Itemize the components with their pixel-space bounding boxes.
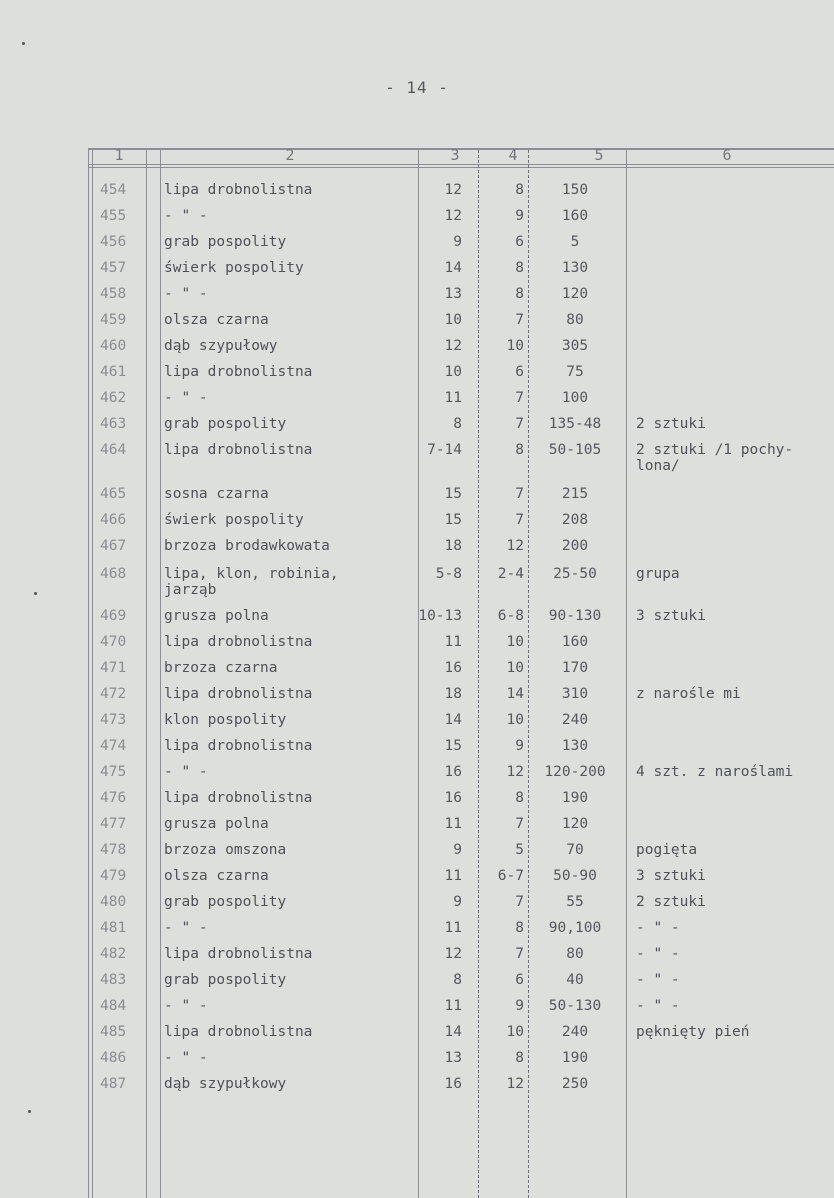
height-value: 12 — [444, 208, 462, 224]
height-value: 8 — [453, 972, 462, 988]
column-4-value: 6 — [515, 234, 524, 250]
remarks: - " - — [636, 998, 680, 1014]
column-4-value: 9 — [515, 998, 524, 1014]
header-col-5: 5 — [594, 146, 604, 164]
circumference-value: 120 — [561, 816, 589, 832]
row-number: 482 — [100, 946, 127, 962]
tree-species: - " - — [164, 1050, 208, 1066]
height-value: 7-14 — [427, 442, 462, 458]
circumference-value: 200 — [561, 538, 589, 554]
circumference-value: 50-105 — [548, 442, 602, 458]
remarks: 3 sztuki — [636, 868, 706, 884]
circumference-value: 215 — [561, 486, 589, 502]
tree-species: grusza polna — [164, 816, 269, 832]
height-value: 11 — [444, 634, 462, 650]
circumference-value: 55 — [566, 894, 584, 910]
left-margin-line-a — [88, 148, 89, 1198]
margin-dot — [22, 42, 25, 45]
column-4-value: 7 — [515, 512, 524, 528]
height-value: 16 — [444, 660, 462, 676]
circumference-value: 80 — [566, 312, 584, 328]
tree-species: - " - — [164, 764, 208, 780]
circumference-value: 70 — [566, 842, 584, 858]
height-value: 9 — [453, 234, 462, 250]
tree-species: świerk pospolity — [164, 512, 304, 528]
height-value: 11 — [444, 998, 462, 1014]
column-4-value: 7 — [515, 312, 524, 328]
tree-species: dąb szypułkowy — [164, 1076, 287, 1092]
tree-species: lipa drobnolistna — [164, 686, 313, 702]
tree-species: lipa drobnolistna — [164, 1024, 313, 1040]
row-number: 455 — [100, 208, 127, 224]
tree-species: lipa drobnolistna — [164, 442, 313, 458]
height-value: 16 — [444, 1076, 462, 1092]
height-value: 15 — [444, 486, 462, 502]
circumference-value: 50-90 — [553, 868, 597, 884]
height-value: 12 — [444, 338, 462, 354]
column-4-value: 7 — [515, 390, 524, 406]
column-4-value: 12 — [506, 764, 524, 780]
column-4-value: 6 — [515, 364, 524, 380]
height-value: 13 — [444, 1050, 462, 1066]
row-number: 470 — [100, 634, 127, 650]
height-value: 13 — [444, 286, 462, 302]
height-value: 11 — [444, 816, 462, 832]
row-number: 454 — [100, 182, 127, 198]
remarks: 2 sztuki /1 pochy- lona/ — [636, 442, 794, 474]
row-number: 478 — [100, 842, 127, 858]
column-4-value: 9 — [515, 738, 524, 754]
tree-species: - " - — [164, 390, 208, 406]
header-col-4: 4 — [508, 146, 518, 164]
height-value: 16 — [444, 790, 462, 806]
row-number: 479 — [100, 868, 127, 884]
col-sep-1 — [146, 148, 147, 1198]
column-4-value: 2-4 — [497, 566, 524, 582]
remarks: 2 sztuki — [636, 894, 706, 910]
tree-species: lipa drobnolistna — [164, 364, 313, 380]
remarks: - " - — [636, 920, 680, 936]
column-4-value: 10 — [506, 1024, 524, 1040]
remarks: - " - — [636, 946, 680, 962]
height-value: 16 — [444, 764, 462, 780]
column-4-value: 7 — [515, 416, 524, 432]
tree-species: klon pospolity — [164, 712, 287, 728]
remarks: 4 szt. z naroślami — [636, 764, 794, 780]
circumference-value: 208 — [561, 512, 589, 528]
tree-species: grusza polna — [164, 608, 269, 624]
column-4-value: 8 — [515, 1050, 524, 1066]
height-value: 14 — [444, 1024, 462, 1040]
tree-species: dąb szypułowy — [164, 338, 278, 354]
height-value: 15 — [444, 512, 462, 528]
row-number: 487 — [100, 1076, 127, 1092]
column-4-value: 8 — [515, 182, 524, 198]
row-number: 466 — [100, 512, 127, 528]
tree-species: olsza czarna — [164, 312, 269, 328]
circumference-value: 250 — [561, 1076, 589, 1092]
col-sep-5 — [626, 148, 627, 1198]
circumference-value: 50-130 — [548, 998, 602, 1014]
circumference-value: 170 — [561, 660, 589, 676]
height-value: 11 — [444, 920, 462, 936]
height-value: 10-13 — [418, 608, 462, 624]
height-value: 8 — [453, 416, 462, 432]
remarks: z narośle mi — [636, 686, 741, 702]
row-number: 462 — [100, 390, 127, 406]
row-number: 474 — [100, 738, 127, 754]
remarks: pęknięty pień — [636, 1024, 750, 1040]
row-number: 460 — [100, 338, 127, 354]
tree-species: lipa drobnolistna — [164, 946, 313, 962]
header-col-1: 1 — [114, 146, 124, 164]
circumference-value: 130 — [561, 738, 589, 754]
page-number: - 14 - — [385, 78, 449, 97]
height-value: 18 — [444, 538, 462, 554]
column-4-value: 10 — [506, 712, 524, 728]
circumference-value: 90,100 — [548, 920, 602, 936]
row-number: 461 — [100, 364, 127, 380]
row-number: 463 — [100, 416, 127, 432]
col-sep-1b — [160, 148, 161, 1198]
circumference-value: 190 — [561, 790, 589, 806]
circumference-value: 120 — [561, 286, 589, 302]
row-number: 485 — [100, 1024, 127, 1040]
height-value: 14 — [444, 260, 462, 276]
header-col-3: 3 — [450, 146, 460, 164]
row-number: 464 — [100, 442, 127, 458]
row-number: 469 — [100, 608, 127, 624]
row-number: 473 — [100, 712, 127, 728]
column-4-value: 10 — [506, 634, 524, 650]
header-col-6: 6 — [722, 146, 732, 164]
row-number: 468 — [100, 566, 127, 582]
circumference-value: 100 — [561, 390, 589, 406]
column-4-value: 8 — [515, 442, 524, 458]
column-4-value: 7 — [515, 894, 524, 910]
circumference-value: 190 — [561, 1050, 589, 1066]
row-number: 475 — [100, 764, 127, 780]
circumference-value: 90-130 — [548, 608, 602, 624]
tree-species: - " - — [164, 208, 208, 224]
row-number: 471 — [100, 660, 127, 676]
circumference-value: 135-48 — [548, 416, 602, 432]
tree-species: lipa drobnolistna — [164, 182, 313, 198]
tree-species: brzoza czarna — [164, 660, 278, 676]
row-number: 458 — [100, 286, 127, 302]
remarks: pogięta — [636, 842, 698, 858]
margin-dot — [28, 1110, 31, 1113]
column-4-value: 6-8 — [497, 608, 524, 624]
row-number: 480 — [100, 894, 127, 910]
remarks: - " - — [636, 972, 680, 988]
row-number: 477 — [100, 816, 127, 832]
column-4-value: 7 — [515, 486, 524, 502]
circumference-value: 80 — [566, 946, 584, 962]
remarks: 3 sztuki — [636, 608, 706, 624]
tree-species: - " - — [164, 998, 208, 1014]
height-value: 9 — [453, 842, 462, 858]
height-value: 14 — [444, 712, 462, 728]
row-number: 484 — [100, 998, 127, 1014]
remarks: 2 sztuki — [636, 416, 706, 432]
tree-species: grab pospolity — [164, 234, 287, 250]
height-value: 11 — [444, 868, 462, 884]
tree-species: lipa drobnolistna — [164, 634, 313, 650]
row-number: 476 — [100, 790, 127, 806]
header-bottom-border — [88, 164, 834, 165]
column-4-value: 12 — [506, 538, 524, 554]
tree-species: brzoza omszona — [164, 842, 287, 858]
height-value: 9 — [453, 894, 462, 910]
tree-species: brzoza brodawkowata — [164, 538, 330, 554]
height-value: 10 — [444, 364, 462, 380]
circumference-value: 160 — [561, 208, 589, 224]
column-4-value: 7 — [515, 816, 524, 832]
tree-species: - " - — [164, 286, 208, 302]
row-number: 465 — [100, 486, 127, 502]
column-4-value: 8 — [515, 286, 524, 302]
tree-species: grab pospolity — [164, 416, 287, 432]
circumference-value: 40 — [566, 972, 584, 988]
column-4-value: 6 — [515, 972, 524, 988]
column-4-value: 7 — [515, 946, 524, 962]
circumference-value: 130 — [561, 260, 589, 276]
column-4-value: 8 — [515, 790, 524, 806]
row-number: 459 — [100, 312, 127, 328]
tree-species: grab pospolity — [164, 972, 287, 988]
row-number: 483 — [100, 972, 127, 988]
remarks: grupa — [636, 566, 680, 582]
row-number: 467 — [100, 538, 127, 554]
col-sep-4 — [528, 150, 529, 1198]
height-value: 10 — [444, 312, 462, 328]
circumference-value: 5 — [570, 234, 580, 250]
row-number: 472 — [100, 686, 127, 702]
circumference-value: 150 — [561, 182, 589, 198]
row-number: 457 — [100, 260, 127, 276]
circumference-value: 240 — [561, 712, 589, 728]
tree-species: olsza czarna — [164, 868, 269, 884]
tree-species: - " - — [164, 920, 208, 936]
height-value: 18 — [444, 686, 462, 702]
header-col-2: 2 — [285, 146, 295, 164]
circumference-value: 160 — [561, 634, 589, 650]
height-value: 5-8 — [435, 566, 462, 582]
circumference-value: 75 — [566, 364, 584, 380]
column-4-value: 6-7 — [497, 868, 524, 884]
height-value: 11 — [444, 390, 462, 406]
circumference-value: 25-50 — [553, 566, 597, 582]
margin-dot — [34, 592, 37, 595]
column-4-value: 10 — [506, 660, 524, 676]
row-number: 481 — [100, 920, 127, 936]
header-bottom-border-2 — [88, 167, 834, 168]
tree-species: lipa drobnolistna — [164, 738, 313, 754]
column-4-value: 10 — [506, 338, 524, 354]
row-number: 456 — [100, 234, 127, 250]
circumference-value: 240 — [561, 1024, 589, 1040]
height-value: 12 — [444, 946, 462, 962]
tree-species: lipa, klon, robinia, jarząb — [164, 566, 339, 598]
tree-species: lipa drobnolistna — [164, 790, 313, 806]
column-4-value: 9 — [515, 208, 524, 224]
circumference-value: 305 — [561, 338, 589, 354]
column-4-value: 14 — [506, 686, 524, 702]
tree-species: sosna czarna — [164, 486, 269, 502]
row-number: 486 — [100, 1050, 127, 1066]
height-value: 12 — [444, 182, 462, 198]
circumference-value: 310 — [561, 686, 589, 702]
column-4-value: 12 — [506, 1076, 524, 1092]
column-4-value: 5 — [515, 842, 524, 858]
left-margin-line-b — [92, 148, 93, 1198]
tree-species: świerk pospolity — [164, 260, 304, 276]
column-4-value: 8 — [515, 260, 524, 276]
circumference-value: 120-200 — [544, 764, 606, 780]
height-value: 15 — [444, 738, 462, 754]
tree-species: grab pospolity — [164, 894, 287, 910]
column-4-value: 8 — [515, 920, 524, 936]
